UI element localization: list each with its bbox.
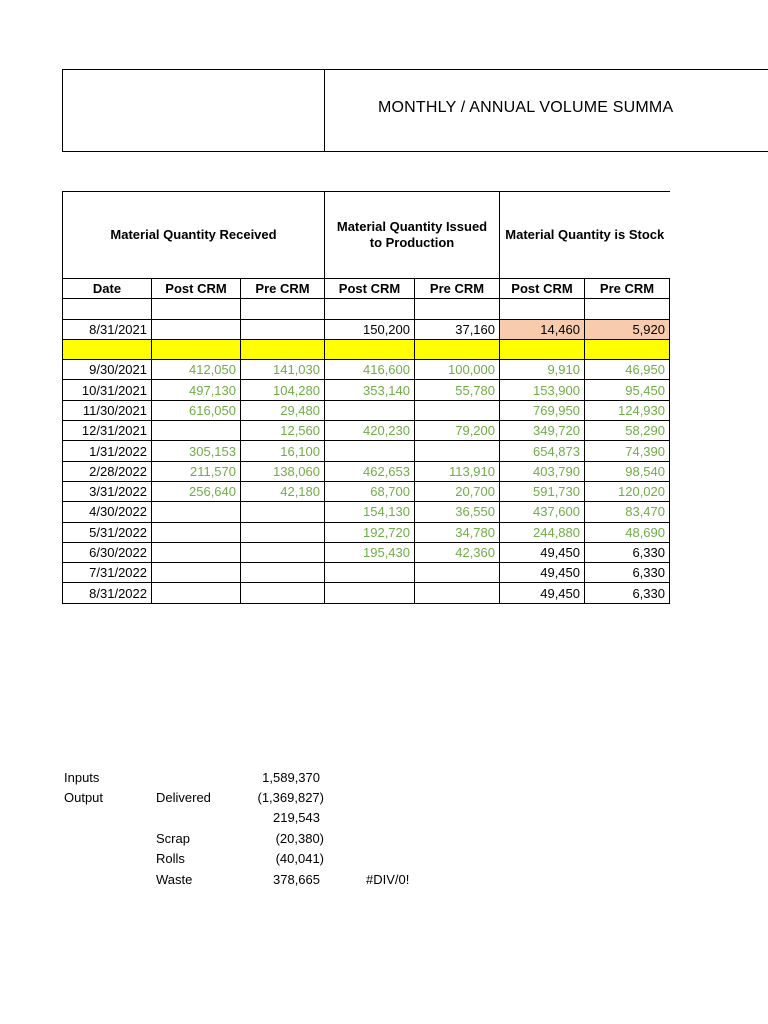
stock-pre-cell: 6,330	[585, 563, 670, 583]
stock-pre-cell: 74,390	[585, 441, 670, 461]
stock-post-cell: 349,720	[500, 421, 585, 441]
volume-table	[62, 191, 670, 604]
received-post-cell	[152, 319, 241, 339]
received-post-cell	[152, 563, 241, 583]
rolls-label: Rolls	[156, 851, 185, 866]
stock-pre-cell: 58,290	[585, 421, 670, 441]
date-cell: 11/30/2021	[63, 400, 152, 420]
date-cell: 6/30/2022	[63, 542, 152, 562]
issued-post-crm-header: Post CRM	[325, 279, 415, 299]
stock-post-cell: 49,450	[500, 542, 585, 562]
issued-post-cell: 154,130	[325, 502, 415, 522]
table-row	[63, 461, 670, 481]
received-post-crm-header: Post CRM	[152, 279, 241, 299]
date-cell: 12/31/2021	[63, 421, 152, 441]
stock-post-cell: 403,790	[500, 461, 585, 481]
issued-post-cell	[325, 563, 415, 583]
received-pre-cell: 12,560	[241, 421, 325, 441]
issued-pre-cell: 100,000	[415, 360, 500, 380]
issued-pre-cell: 42,360	[415, 542, 500, 562]
issued-pre-cell: 55,780	[415, 380, 500, 400]
table-row	[63, 481, 670, 501]
stock-pre-cell: 120,020	[585, 481, 670, 501]
table-row	[63, 542, 670, 562]
received-post-cell: 256,640	[152, 481, 241, 501]
column-header-row	[63, 279, 670, 299]
inputs-label: Inputs	[64, 770, 100, 785]
output-label: Output	[64, 790, 104, 805]
issued-pre-cell: 20,700	[415, 481, 500, 501]
received-pre-crm-header: Pre CRM	[241, 279, 325, 299]
issued-pre-cell: 34,780	[415, 522, 500, 542]
stock-pre-cell: 5,920	[585, 319, 670, 339]
received-post-cell	[152, 502, 241, 522]
highlight-row	[63, 339, 670, 359]
received-post-cell	[152, 421, 241, 441]
received-post-cell	[152, 522, 241, 542]
stock-pre-cell: 48,690	[585, 522, 670, 542]
date-cell: 10/31/2021	[63, 380, 152, 400]
received-pre-cell	[241, 563, 325, 583]
received-pre-cell: 104,280	[241, 380, 325, 400]
stock-pre-cell: 124,930	[585, 400, 670, 420]
received-post-cell: 305,153	[152, 441, 241, 461]
table-row	[63, 583, 670, 603]
header-logo-box	[62, 69, 325, 152]
received-pre-cell: 138,060	[241, 461, 325, 481]
scrap-label: Scrap	[156, 831, 190, 846]
date-column-header: Date	[63, 279, 152, 299]
issued-post-cell: 150,200	[325, 319, 415, 339]
stock-post-cell: 153,900	[500, 380, 585, 400]
issued-pre-cell: 36,550	[415, 502, 500, 522]
blank-row	[63, 299, 670, 319]
issued-header: Material Quantity Issued to Production	[325, 192, 500, 279]
table-row	[63, 360, 670, 380]
issued-post-cell: 420,230	[325, 421, 415, 441]
received-post-cell: 412,050	[152, 360, 241, 380]
received-pre-cell: 16,100	[241, 441, 325, 461]
stock-pre-cell: 46,950	[585, 360, 670, 380]
received-pre-cell	[241, 319, 325, 339]
error-value: #DIV/0!	[366, 872, 410, 887]
subtotal-value: 219,543	[273, 810, 320, 825]
issued-post-cell: 416,600	[325, 360, 415, 380]
stock-pre-cell: 6,330	[585, 583, 670, 603]
date-cell: 5/31/2022	[63, 522, 152, 542]
stock-post-cell: 14,460	[500, 319, 585, 339]
stock-pre-cell: 6,330	[585, 542, 670, 562]
issued-post-cell: 195,430	[325, 542, 415, 562]
stock-post-cell: 654,873	[500, 441, 585, 461]
waste-label: Waste	[156, 872, 193, 887]
inputs-value: 1,589,370	[262, 770, 320, 785]
table-row	[63, 441, 670, 461]
issued-post-cell: 353,140	[325, 380, 415, 400]
stock-post-cell: 49,450	[500, 583, 585, 603]
stock-post-cell: 244,880	[500, 522, 585, 542]
received-post-cell	[152, 583, 241, 603]
delivered-value: (1,369,827)	[257, 790, 324, 805]
received-post-cell: 211,570	[152, 461, 241, 481]
stock-post-cell: 437,600	[500, 502, 585, 522]
issued-post-cell: 462,653	[325, 461, 415, 481]
date-cell: 2/28/2022	[63, 461, 152, 481]
received-pre-cell	[241, 542, 325, 562]
issued-pre-cell	[415, 563, 500, 583]
table-row	[63, 522, 670, 542]
table-row	[63, 502, 670, 522]
received-pre-cell: 29,480	[241, 400, 325, 420]
date-cell: 9/30/2021	[63, 360, 152, 380]
issued-pre-cell: 113,910	[415, 461, 500, 481]
stock-post-cell: 9,910	[500, 360, 585, 380]
received-pre-cell	[241, 522, 325, 542]
table-row	[63, 421, 670, 441]
stock-post-crm-header: Post CRM	[500, 279, 585, 299]
waste-value: 378,665	[273, 872, 320, 887]
stock-post-cell: 49,450	[500, 563, 585, 583]
stock-pre-cell: 98,540	[585, 461, 670, 481]
scrap-value: (20,380)	[275, 831, 324, 846]
date-cell: 8/31/2022	[63, 583, 152, 603]
date-cell: 1/31/2022	[63, 441, 152, 461]
stock-pre-cell: 83,470	[585, 502, 670, 522]
date-cell: 7/31/2022	[63, 563, 152, 583]
issued-post-cell: 192,720	[325, 522, 415, 542]
stock-header: Material Quantity is Stock	[500, 192, 670, 279]
received-post-cell	[152, 542, 241, 562]
table-row	[63, 563, 670, 583]
received-pre-cell: 141,030	[241, 360, 325, 380]
issued-pre-crm-header: Pre CRM	[415, 279, 500, 299]
received-header: Material Quantity Received	[63, 192, 325, 279]
date-cell: 3/31/2022	[63, 481, 152, 501]
delivered-label: Delivered	[156, 790, 211, 805]
received-post-cell: 497,130	[152, 380, 241, 400]
stock-pre-cell: 95,450	[585, 380, 670, 400]
received-post-cell: 616,050	[152, 400, 241, 420]
issued-pre-cell	[415, 400, 500, 420]
issued-post-cell: 68,700	[325, 481, 415, 501]
issued-pre-cell	[415, 583, 500, 603]
page-title: MONTHLY / ANNUAL VOLUME SUMMA	[378, 99, 674, 116]
issued-pre-cell: 37,160	[415, 319, 500, 339]
group-header-row	[63, 192, 670, 279]
issued-post-cell	[325, 441, 415, 461]
stock-post-cell: 769,950	[500, 400, 585, 420]
issued-post-cell	[325, 583, 415, 603]
received-pre-cell	[241, 502, 325, 522]
issued-pre-cell: 79,200	[415, 421, 500, 441]
received-pre-cell: 42,180	[241, 481, 325, 501]
received-pre-cell	[241, 583, 325, 603]
table-row	[63, 380, 670, 400]
stock-post-cell: 591,730	[500, 481, 585, 501]
table-row	[63, 400, 670, 420]
date-cell: 8/31/2021	[63, 319, 152, 339]
rolls-value: (40,041)	[275, 851, 324, 866]
issued-post-cell	[325, 400, 415, 420]
issued-pre-cell	[415, 441, 500, 461]
table-row	[63, 319, 670, 339]
stock-pre-crm-header: Pre CRM	[585, 279, 670, 299]
date-cell: 4/30/2022	[63, 502, 152, 522]
